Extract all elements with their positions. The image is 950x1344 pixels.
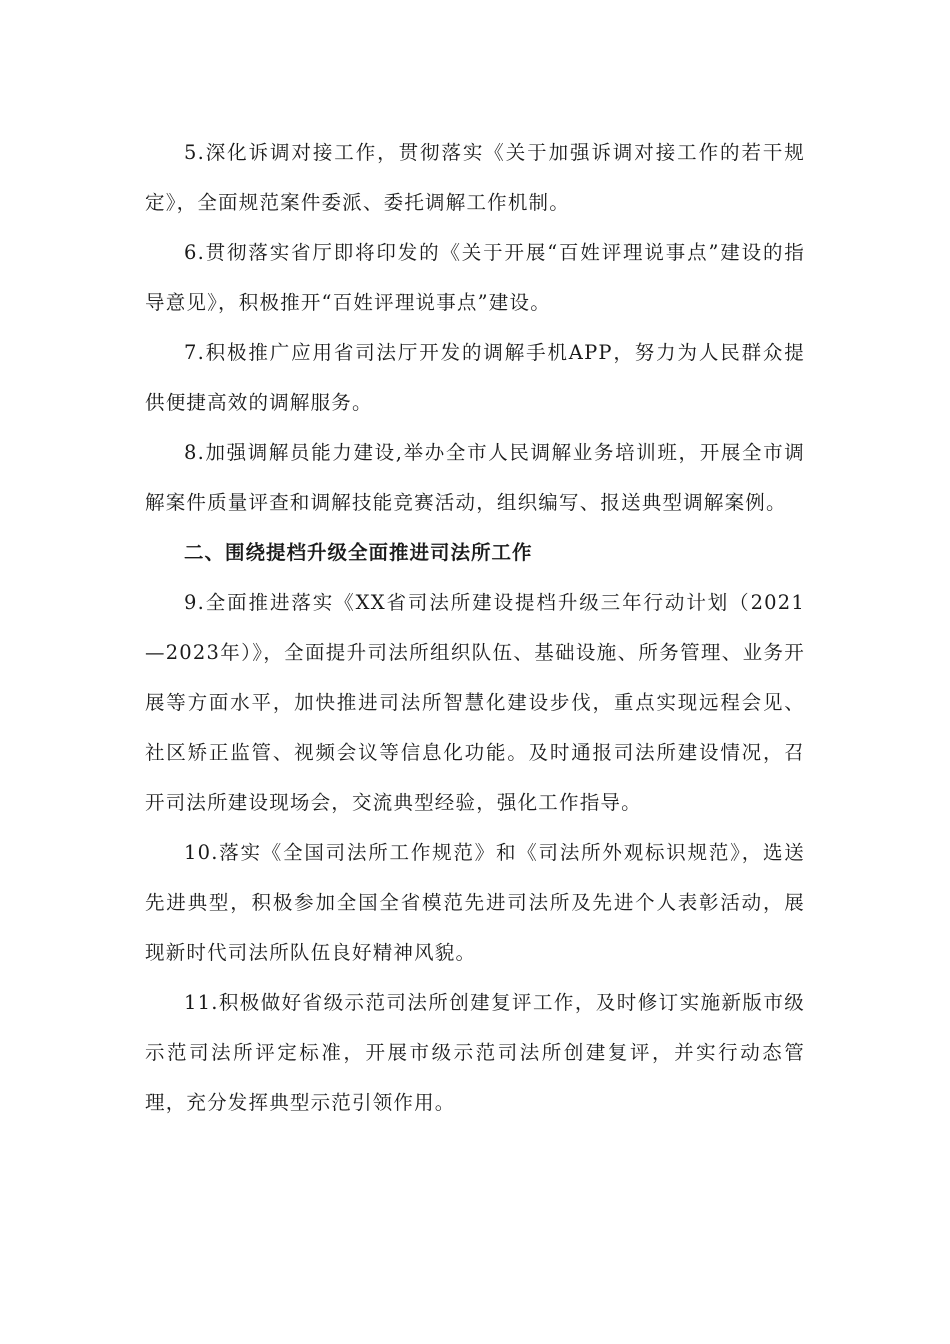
paragraph-item-7: 7.积极推广应用省司法厅开发的调解手机APP，努力为人民群众提供便捷高效的调解服务。 [145, 341, 805, 414]
paragraph-item-10: 10.落实《全国司法所工作规范》和《司法所外观标识规范》，选送先进典型，积极参加全国全省模范先进司法所及先进个人表彰活动，展现新时代司法所队伍良好精神风貌。 [145, 841, 805, 964]
document-body [145, 128, 805, 1128]
section-heading: 二、围绕提档升级全面推进司法所工作 [184, 541, 533, 564]
paragraph-item-8: 8.加强调解员能力建设,举办全市人民调解业务培训班，开展全市调解案件质量评查和调解技能竞赛活动，组织编写、报送典型调解案例。 [145, 441, 805, 514]
paragraph-item-11: 11.积极做好省级示范司法所创建复评工作，及时修订实施新版市级示范司法所评定标准，开展市级示范司法所创建复评，并实行动态管理，充分发挥典型示范引领作用。 [145, 991, 805, 1114]
paragraph-item-9: 9.全面推进落实《XX省司法所建设提档升级三年行动计划（2021—2023年）》，全面提升司法所组织队伍、基础设施、所务管理、业务开展等方面水平，加快推进司法所智慧化建设步伐，重点实现远程会见、社区矫正监管、视频会议等信息化功能。及时通报司法所建设情况，召开司法所建设现场会，交流典型经验，强化工作指导。 [145, 591, 805, 814]
paragraph-item-6: 6.贯彻落实省厅即将印发的《关于开展“百姓评理说事点”建设的指导意见》，积极推开“百姓评理说事点”建设。 [145, 241, 805, 314]
paragraph-item-5: 5.深化诉调对接工作，贯彻落实《关于加强诉调对接工作的若干规定》，全面规范案件委派、委托调解工作机制。 [145, 141, 805, 214]
